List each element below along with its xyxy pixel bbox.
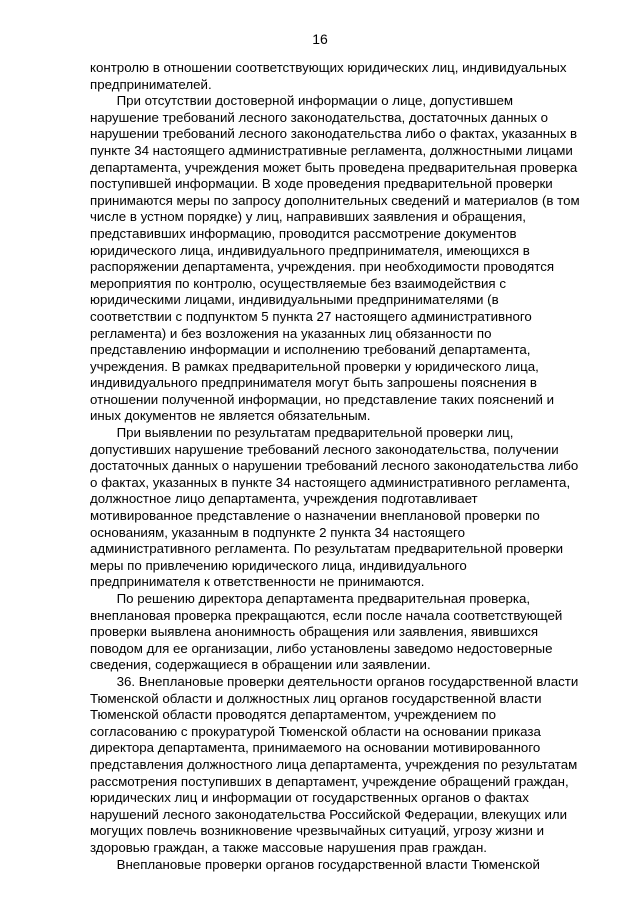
paragraph-5: 36. Внеплановые проверки деятельности органов государственной власти Тюменской области и должностных лиц органов государственной власти Тюменской области проводятся департаментом, учреждением по согласованию с прокуратурой Тюменской области на основании приказа директора департамента, принимаемого на основании мотивированного представления должностного лица департамента, учреждения по результатам рассмотрения поступивших в департамент, учреждение обращений граждан, юридических лиц и информации от государственных органов о фактах нарушений лесного законодательства Российской Федерации, влекущих или могущих повлечь возникновение чрезвычайных ситуаций, угрозу жизни и здоровью граждан, а также массовые нарушения прав граждан. [90, 673, 579, 855]
paragraph-2: При отсутствии достоверной информации о лице, допустившем нарушение требований лесного законодательства, достаточных данных о нарушении требований лесного законодательства либо о фактах, указанных в пункте 34 настоящего административные регламента, должностными лицами департамента, учреждения может быть проведена предварительная проверка поступившей информации. В ходе проведения предварительной проверки принимаются меры по запросу дополнительных сведений и материалов (в том числе в устном порядке) у лиц, направивших заявления и обращения, представивших информацию, проводится рассмотрение документов юридического лица, индивидуального предпринимателя, имеющихся в распоряжении департамента, учреждения. при необходимости проводятся мероприятия по контролю, осуществляемые без взаимодействия с юридическими лицами, индивидуальными предпринимателями (в соответствии с подпунктом 5 пункта 27 настоящего административного регламента) и без возложения на указанных лиц обязанности по представлению информации и исполнению требований департамента, учреждения. В рамках предварительной проверки у юридического лица, индивидуального предпринимателя могут быть запрошены пояснения в отношении полученной информации, но представление таких пояснений и иных документов не является обязательным. [90, 93, 580, 424]
paragraph-6: Внеплановые проверки органов государственной власти Тюменской [90, 856, 540, 872]
page-number: 16 [312, 31, 328, 47]
paragraph-4: По решению директора департамента предварительная проверка, внеплановая проверка прекращаются, если после начала соответствующей проверки выявлена анонимность обращения или заявления, явившихся поводом для ее организации, либо установлены заведомо недостоверные сведения, содержащиеся в обращении или заявлении. [90, 591, 563, 673]
document-body [90, 60, 611, 873]
paragraph-3: При выявлении по результатам предварительной проверки лиц, допустивших нарушение требований лесного законодательства, получении достаточных данных о нарушении требований лесного законодательства либо о фактах, указанных в пункте 34 настоящего административного регламента, должностное лицо департамента, учреждения подготавливает мотивированное представление о назначении внеплановой проверки по основаниям, указанным в подпункте 2 пункта 34 настоящего административного регламента. По результатам предварительной проверки меры по привлечению юридического лица, индивидуального предпринимателя к ответственности не принимаются. [90, 425, 579, 590]
paragraph-1: контролю в отношении соответствующих юридических лиц, индивидуальных предпринимателей. [90, 60, 567, 92]
